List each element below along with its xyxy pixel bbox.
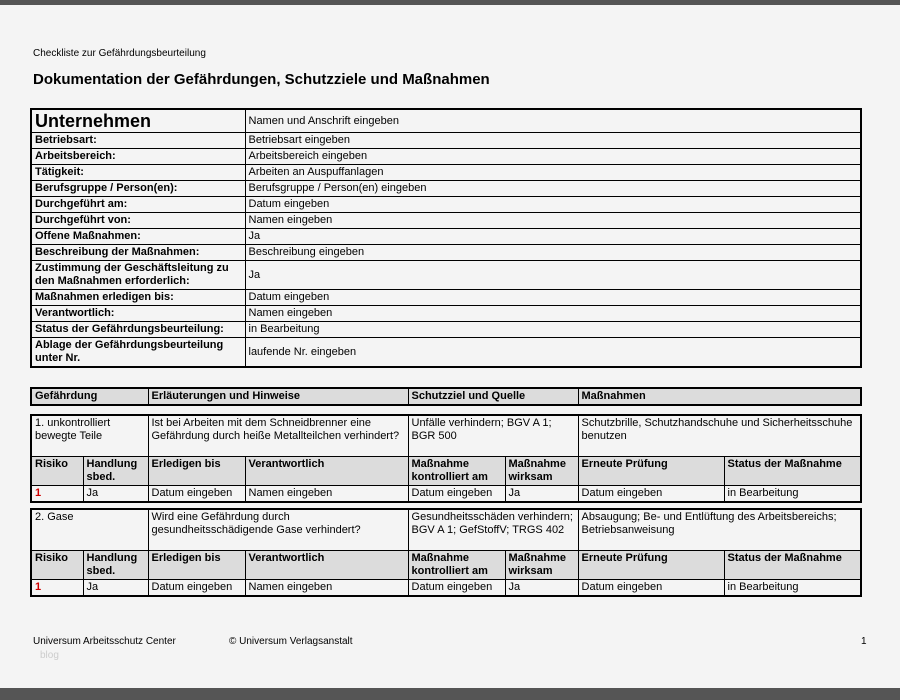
company-label: Berufsgruppe / Person(en):	[31, 181, 245, 197]
company-value[interactable]: Beschreibung eingeben	[245, 245, 861, 261]
company-row	[31, 197, 861, 213]
subheader-cell: Status der Maßnahme	[724, 550, 861, 579]
company-value[interactable]: Namen eingeben	[245, 306, 861, 322]
company-label: Maßnahmen erledigen bis:	[31, 290, 245, 306]
company-label: Verantwortlich:	[31, 306, 245, 322]
hazard-cell[interactable]: in Bearbeitung	[724, 485, 861, 502]
company-label: Tätigkeit:	[31, 165, 245, 181]
company-row	[31, 213, 861, 229]
footer-left: Universum Arbeitsschutz Center	[33, 636, 176, 647]
header-massnahmen: Maßnahmen	[578, 388, 861, 405]
company-row	[31, 165, 861, 181]
company-label: Unternehmen	[31, 109, 245, 133]
company-value[interactable]: in Bearbeitung	[245, 322, 861, 338]
company-label: Durchgeführt von:	[31, 213, 245, 229]
subheader-cell: Risiko	[31, 550, 83, 579]
hazard-cell[interactable]: Ja	[505, 485, 578, 502]
company-label: Arbeitsbereich:	[31, 149, 245, 165]
company-value[interactable]: Namen eingeben	[245, 213, 861, 229]
top-bar	[0, 0, 900, 5]
hazard-cell[interactable]: Ja	[83, 485, 148, 502]
header-gefaehrdung: Gefährdung	[31, 388, 148, 405]
watermark: blog	[40, 650, 59, 661]
hazard-goal: Gesundheitsschäden verhindern; BGV A 1; GefStoffV; TRGS 402	[408, 509, 578, 550]
hazard-note: Ist bei Arbeiten mit dem Schneidbrenner eine Gefährdung durch heiße Metallteilchen verhindert?	[148, 415, 408, 456]
company-row	[31, 338, 861, 368]
company-value[interactable]: Datum eingeben	[245, 197, 861, 213]
company-label: Beschreibung der Maßnahmen:	[31, 245, 245, 261]
subheader-cell: Handlung sbed.	[83, 550, 148, 579]
company-row	[31, 181, 861, 197]
hazard-block	[30, 508, 862, 597]
hazard-cell[interactable]: Namen eingeben	[245, 485, 408, 502]
company-label: Durchgeführt am:	[31, 197, 245, 213]
hazard-goal: Unfälle verhindern; BGV A 1; BGR 500	[408, 415, 578, 456]
hazard-measures: Absaugung; Be- und Entlüftung des Arbeitsbereichs; Betriebsanweisung	[578, 509, 861, 550]
hazard-cell[interactable]: in Bearbeitung	[724, 579, 861, 596]
hazard-block	[30, 414, 862, 503]
footer-copyright: © Universum Verlagsanstalt	[229, 636, 353, 647]
company-value[interactable]: Arbeiten an Auspuffanlagen	[245, 165, 861, 181]
company-value[interactable]: Namen und Anschrift eingeben	[245, 109, 861, 133]
hazard-cell[interactable]: Ja	[505, 579, 578, 596]
subheader-cell: Erneute Prüfung	[578, 550, 724, 579]
hazard-header-table	[30, 387, 862, 406]
company-label: Zustimmung der Geschäftsleitung zu den Maßnahmen erforderlich:	[31, 261, 245, 290]
risk-value[interactable]: 1	[31, 485, 83, 502]
page-title: Dokumentation der Gefährdungen, Schutzziele und Maßnahmen	[33, 71, 490, 88]
subheader-cell: Status der Maßnahme	[724, 456, 861, 485]
company-table	[30, 108, 862, 368]
hazard-measures: Schutzbrille, Schutzhandschuhe und Sicherheitsschuhe benutzen	[578, 415, 861, 456]
company-row	[31, 322, 861, 338]
hazard-cell[interactable]: Datum eingeben	[578, 579, 724, 596]
company-row	[31, 229, 861, 245]
company-value[interactable]: Berufsgruppe / Person(en) eingeben	[245, 181, 861, 197]
header-erlaeuterungen: Erläuterungen und Hinweise	[148, 388, 408, 405]
company-row	[31, 245, 861, 261]
hazard-name: 2. Gase	[31, 509, 148, 550]
company-row	[31, 290, 861, 306]
company-value[interactable]: Ja	[245, 261, 861, 290]
subheader-cell: Verantwortlich	[245, 456, 408, 485]
hazard-cell[interactable]: Datum eingeben	[408, 485, 505, 502]
company-label: Betriebsart:	[31, 133, 245, 149]
subheader-cell: Maßnahme wirksam	[505, 456, 578, 485]
company-row	[31, 133, 861, 149]
subheader-cell: Maßnahme kontrolliert am	[408, 550, 505, 579]
company-value[interactable]: Datum eingeben	[245, 290, 861, 306]
company-row	[31, 149, 861, 165]
risk-value[interactable]: 1	[31, 579, 83, 596]
hazard-note: Wird eine Gefährdung durch gesundheitsschädigende Gase verhindert?	[148, 509, 408, 550]
company-label: Status der Gefährdungsbeurteilung:	[31, 322, 245, 338]
hazard-cell[interactable]: Namen eingeben	[245, 579, 408, 596]
subheader-cell: Erneute Prüfung	[578, 456, 724, 485]
company-value[interactable]: Betriebsart eingeben	[245, 133, 861, 149]
subheader-cell: Maßnahme kontrolliert am	[408, 456, 505, 485]
header-schutzziel: Schutzziel und Quelle	[408, 388, 578, 405]
subheader-cell: Erledigen bis	[148, 456, 245, 485]
doc-subtitle: Checkliste zur Gefährdungsbeurteilung	[33, 48, 206, 59]
page-number: 1	[861, 636, 867, 647]
subheader-cell: Handlung sbed.	[83, 456, 148, 485]
company-label: Ablage der Gefährdungsbeurteilung unter Nr.	[31, 338, 245, 368]
company-row	[31, 261, 861, 290]
hazard-cell[interactable]: Datum eingeben	[578, 485, 724, 502]
subheader-cell: Maßnahme wirksam	[505, 550, 578, 579]
company-value[interactable]: laufende Nr. eingeben	[245, 338, 861, 368]
hazard-cell[interactable]: Datum eingeben	[148, 579, 245, 596]
hazard-cell[interactable]: Ja	[83, 579, 148, 596]
company-row	[31, 109, 861, 133]
company-row	[31, 306, 861, 322]
bottom-bar	[0, 688, 900, 700]
hazard-cell[interactable]: Datum eingeben	[408, 579, 505, 596]
subheader-cell: Verantwortlich	[245, 550, 408, 579]
subheader-cell: Risiko	[31, 456, 83, 485]
company-value[interactable]: Arbeitsbereich eingeben	[245, 149, 861, 165]
hazard-name: 1. unkontrolliert bewegte Teile	[31, 415, 148, 456]
hazard-cell[interactable]: Datum eingeben	[148, 485, 245, 502]
company-label: Offene Maßnahmen:	[31, 229, 245, 245]
subheader-cell: Erledigen bis	[148, 550, 245, 579]
company-value[interactable]: Ja	[245, 229, 861, 245]
